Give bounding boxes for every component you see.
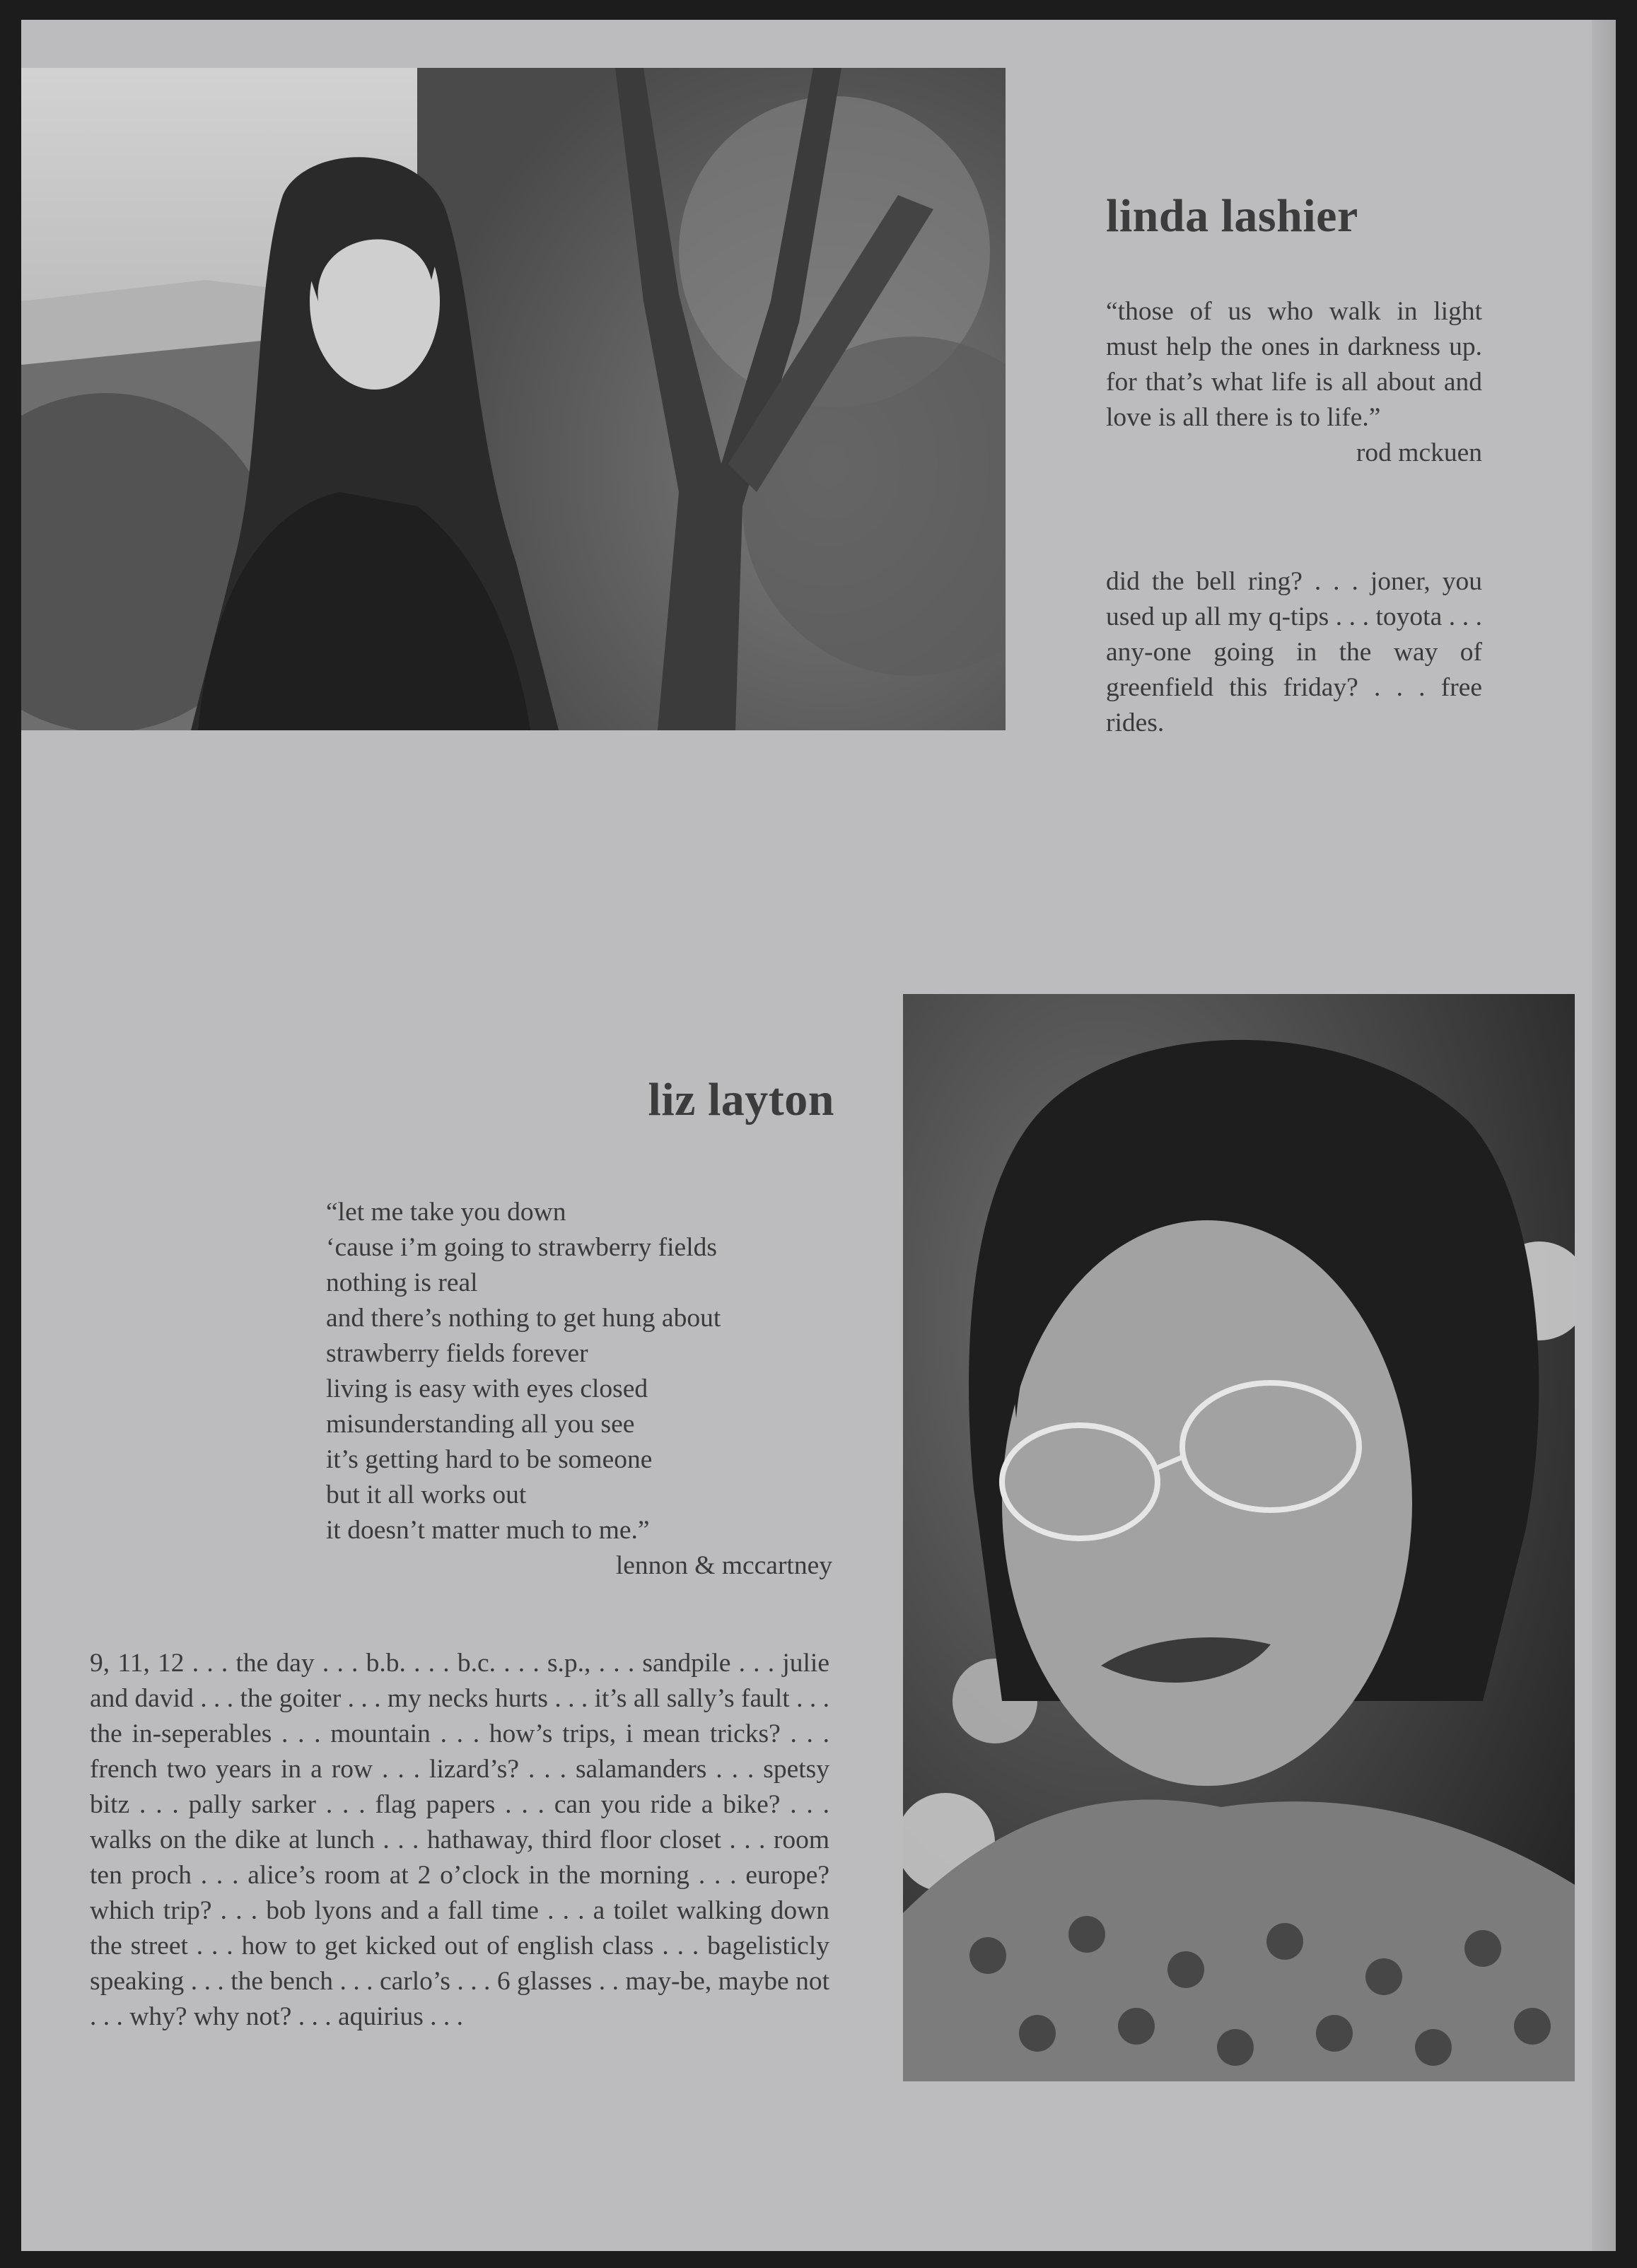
profile-name-linda: linda lashier	[1106, 190, 1358, 242]
portrait-photo-liz-graphic	[903, 994, 1575, 2081]
portrait-photo-linda-graphic	[21, 68, 1006, 730]
quote-line: “let me take you down	[326, 1198, 566, 1227]
portrait-photo-linda-lashier	[21, 68, 1006, 730]
quote-line: ‘cause i’m going to strawberry fields	[326, 1233, 717, 1262]
memories-text-linda: did the bell ring? . . . joner, you used up all my q-tips . . . toyota . . . any-one going in the way of greenfield this friday? . . . free rides.	[1106, 567, 1482, 737]
quote-line: but it all works out	[326, 1480, 527, 1509]
profile-quote-liz	[326, 1195, 832, 1584]
memories-text-liz: 9, 11, 12 . . . the day . . . b.b. . . . b.c. . . . s.p., . . . sandpile . . . julie and david . . . the goiter . . . my necks hurts . . . it’s all sally’s fault . . . the in-seperables . . . mountain . . . how’s trips, i mean tricks? . . . french two years in a row . . . lizard’s? . . . salamanders . . . spetsy bitz . . . pally sarker . . . flag papers . . . can you ride a bike? . . . walks on the dike at lunch . . . hathaway, third floor closet . . . room ten proch . . . alice’s room at 2 o’clock in the morning . . . europe? which trip? . . . bob lyons and a fall time . . . a toilet walking down the street . . . how to get kicked out of english class . . . bagelisticly speaking . . . the bench . . . carlo’s . . . 6 glasses . . may-be, maybe not . . . why? why not? . . . aquirius . . .	[90, 1649, 829, 2031]
quote-attribution-liz: lennon & mccartney	[615, 1551, 832, 1580]
page-edge-shadow	[1592, 20, 1616, 2251]
quote-text-linda: “those of us who walk in light must help the ones in darkness up. for that’s what life is all about and love is all there is to life.”	[1106, 297, 1482, 432]
profile-quote-linda	[1106, 294, 1482, 471]
portrait-photo-liz-layton	[903, 994, 1575, 2081]
quote-line: strawberry fields forever	[326, 1339, 588, 1368]
quote-line: and there’s nothing to get hung about	[326, 1304, 721, 1333]
quote-attribution-linda: rod mckuen	[1356, 438, 1482, 467]
quote-line: it’s getting hard to be someone	[326, 1445, 653, 1474]
yearbook-page	[21, 20, 1616, 2251]
profile-name-liz: liz layton	[648, 1074, 834, 1126]
quote-line: living is easy with eyes closed	[326, 1374, 648, 1403]
quote-line: misunderstanding all you see	[326, 1410, 635, 1439]
quote-line: it doesn’t matter much to me.”	[326, 1516, 650, 1545]
quote-line: nothing is real	[326, 1268, 478, 1297]
